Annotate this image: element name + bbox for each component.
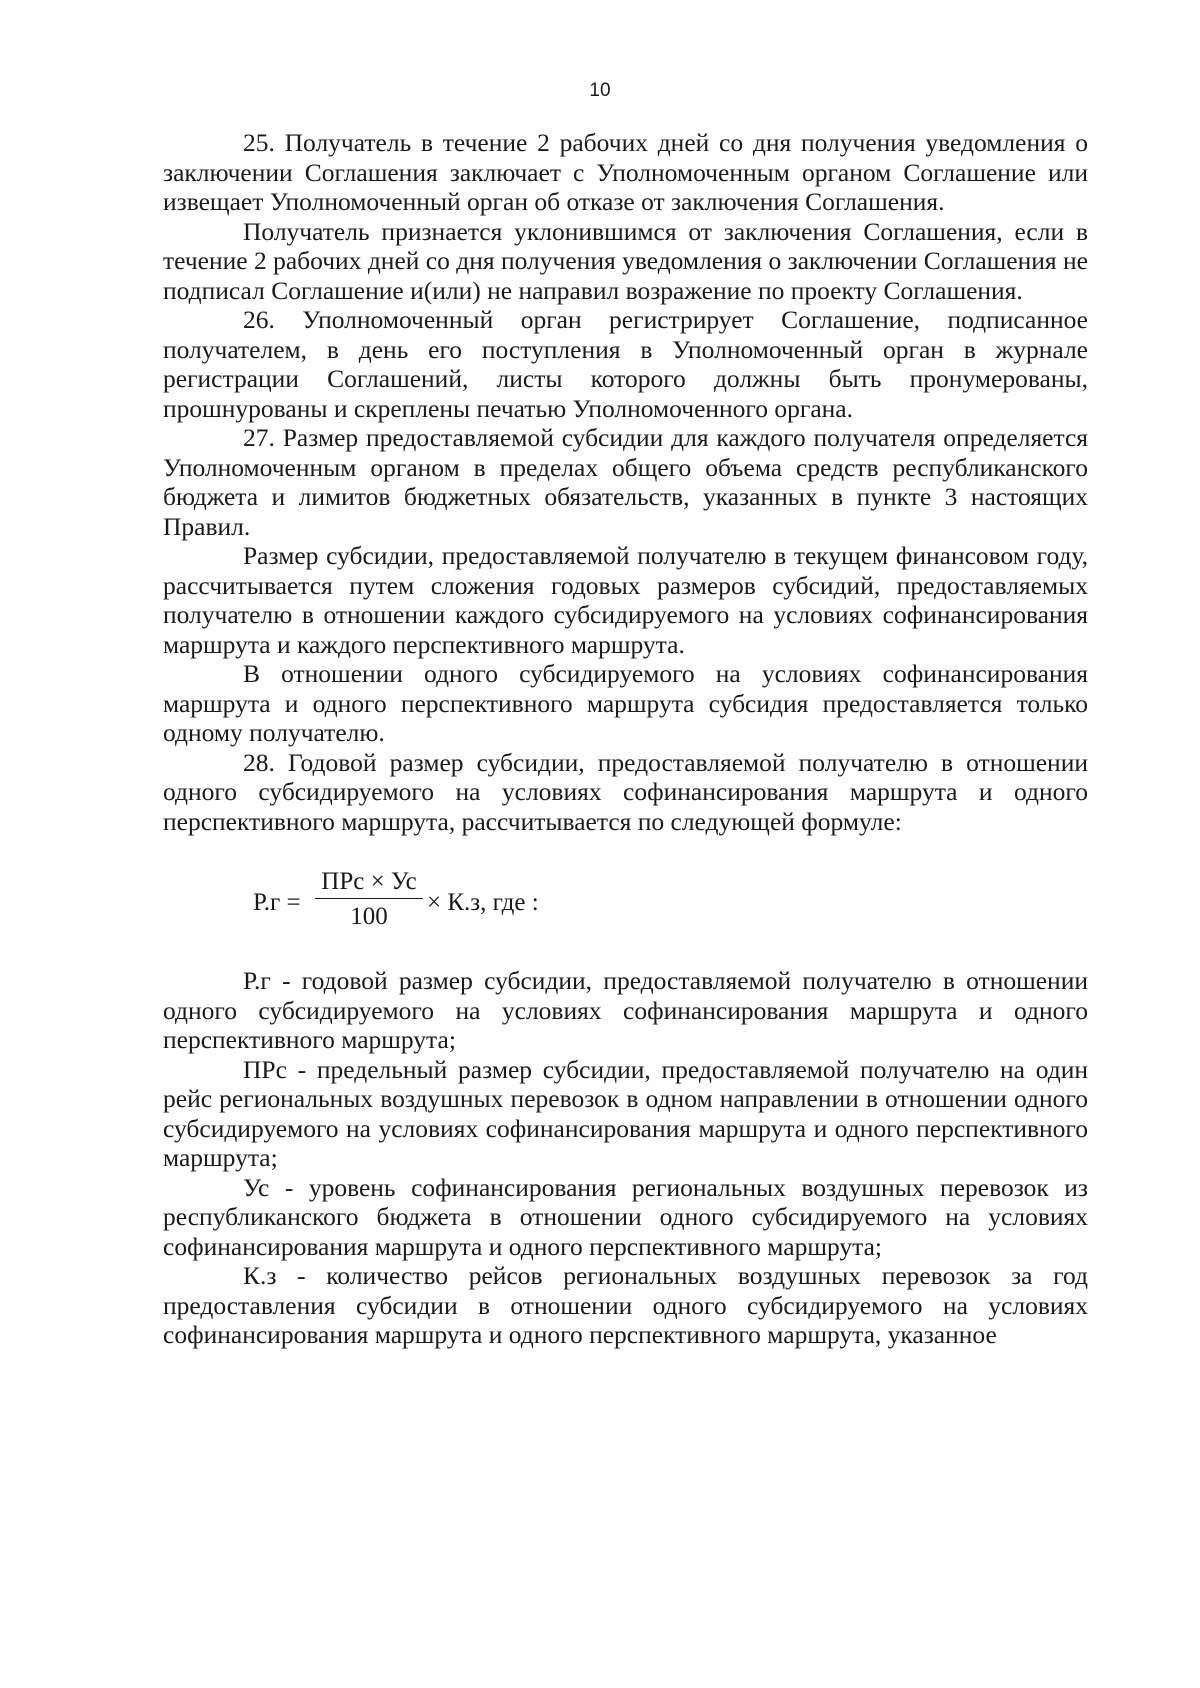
formula-fraction bbox=[315, 868, 423, 931]
definition-prs: ПРс - предельный размер субсидии, предоставляемой получателю на один рейс региональных воздушных перевозок в одном направлении в отношении одного субсидируемого на условиях софинансирования маршрута и одного перспективного маршрута; bbox=[163, 1054, 1088, 1172]
formula-rhs: × К.з, где : bbox=[427, 889, 539, 916]
definition-kz: К.з - количество рейсов региональных воздушных перевозок за год предоставления субсидии в отношении одного субсидируемого на условиях софинансирования маршрута и одного перспективного маршрута, указанное bbox=[163, 1261, 1088, 1349]
definition-rg: Р.г - годовой размер субсидии, предоставляемой получателю в отношении одного субсидируемого на условиях софинансирования маршрута и одного перспективного маршрута; bbox=[163, 966, 1088, 1054]
formula-numerator: ПРс × Ус bbox=[321, 868, 417, 895]
page-number: 10 bbox=[589, 80, 611, 101]
subsidy-formula bbox=[163, 844, 1088, 960]
paragraph-25: 25. Получатель в течение 2 рабочих дней со дня получения уведомления о заключении Соглашения заключает с Уполномоченным органом Соглашение или извещает Уполномоченный орган об отказе от заключения Соглашения. bbox=[163, 128, 1088, 216]
paragraph-27-single-recipient: В отношении одного субсидируемого на условиях софинансирования маршрута и одного перспективного маршрута субсидия предоставляется только одному получателю. bbox=[163, 659, 1088, 747]
document-body bbox=[163, 128, 1088, 1350]
paragraph-27-calculation: Размер субсидии, предоставляемой получателю в текущем финансовом году, рассчитывается путем сложения годовых размеров субсидий, предоставляемых получателю в отношении каждого субсидируемого на условиях софинансирования маршрута и каждого перспективного маршрута. bbox=[163, 541, 1088, 659]
definition-us: Ус - уровень софинансирования региональных воздушных перевозок из республиканского бюджета в отношении одного субсидируемого на условиях софинансирования маршрута и одного перспективного маршрута; bbox=[163, 1172, 1088, 1261]
formula-lhs: Р.г = bbox=[253, 889, 301, 916]
formula-denominator: 100 bbox=[350, 903, 388, 930]
fraction-bar bbox=[315, 898, 423, 899]
paragraph-25-evasion: Получатель признается уклонившимся от заключения Соглашения, если в течение 2 рабочих дней со дня получения уведомления о заключении Соглашения не подписал Соглашение и(или) не направил возражение по проекту Соглашения. bbox=[163, 216, 1088, 305]
paragraph-26: 26. Уполномоченный орган регистрирует Соглашение, подписанное получателем, в день его поступления в Уполномоченный орган в журнале регистрации Соглашений, листы которого должны быть пронумерованы, прошнурованы и скреплены печатью Уполномоченного органа. bbox=[163, 305, 1088, 423]
paragraph-28: 28. Годовой размер субсидии, предоставляемой получателю в отношении одного субсидируемого на условиях софинансирования маршрута и одного перспективного маршрута, рассчитывается по следующей формуле: bbox=[163, 747, 1088, 836]
paragraph-27: 27. Размер предоставляемой субсидии для каждого получателя определяется Уполномоченным органом в пределах общего объема средств республиканского бюджета и лимитов бюджетных обязательств, указанных в пункте 3 настоящих Правил. bbox=[163, 423, 1088, 541]
